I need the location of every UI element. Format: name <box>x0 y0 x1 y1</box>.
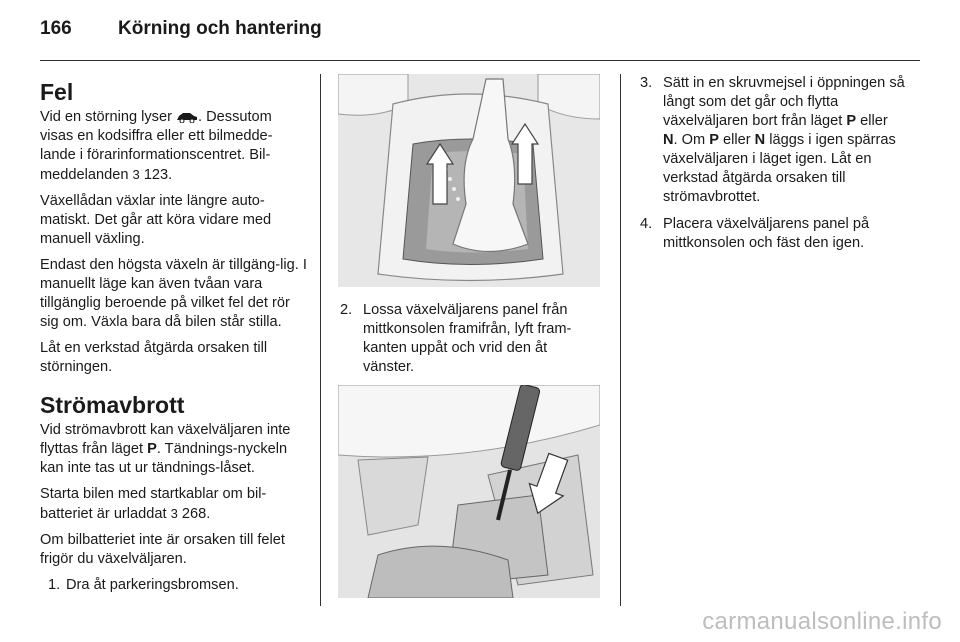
paragraph: Endast den högsta växeln är tillgäng-lig. I manuellt läge kan även tvåan vara tillgänglig beroende på vilket fel det rör sig om. Växla bara då bilen står stilla. <box>40 257 307 330</box>
reference-arrow-icon: 3 <box>170 506 178 521</box>
section-heading-stromavbrott: Strömavbrott <box>40 392 185 418</box>
text: . Tändnings-nyckeln kan inte tas ut ur tändnings-låset. <box>40 441 288 476</box>
step-list <box>338 301 600 377</box>
column-right <box>638 74 906 261</box>
step-text: Sätt in en skruvmejsel i öppningen så långt som det går och flytta växelväljaren bort från läget <box>663 75 905 129</box>
gear-label: N <box>663 132 674 148</box>
text: Vid strömavbrott kan växelväljaren inte flyttas från läget <box>40 422 291 457</box>
section-heading-fel: Fel <box>40 79 74 105</box>
paragraph <box>40 421 308 478</box>
step-number: 2. <box>340 302 353 318</box>
gear-label: P <box>147 441 157 457</box>
step-text: eller <box>718 132 755 148</box>
gear-label: P <box>709 132 719 148</box>
step-text: eller <box>856 113 888 129</box>
step-text: Dra åt parkeringsbromsen. <box>66 577 239 593</box>
page-number: 166 <box>40 18 72 39</box>
screwdriver-illustration <box>338 385 600 598</box>
column-divider <box>620 74 621 606</box>
paragraph: Låt en verkstad åtgärda orsaken till störningen. <box>40 340 268 375</box>
step-list <box>40 576 308 595</box>
paragraph <box>40 108 308 185</box>
column-divider <box>320 74 321 606</box>
column-left <box>40 74 308 603</box>
step-number: 3. <box>640 75 653 91</box>
page-title: Körning och hantering <box>118 18 322 39</box>
step-number: 1. <box>48 577 61 593</box>
step-number: 4. <box>640 216 653 232</box>
step-list <box>638 74 906 253</box>
text: Vid en störning lyser <box>40 109 177 125</box>
list-item <box>638 74 906 207</box>
gear-label: N <box>754 132 766 148</box>
step-text: läggs i igen spärras växelväljaren i läget igen. Låt en verkstad åtgärda orsaken till strömavbrottet. <box>663 132 896 205</box>
column-middle <box>338 74 600 598</box>
list-item <box>40 576 308 595</box>
step-text: . Om <box>673 132 710 148</box>
page-reference: 123. <box>143 167 173 183</box>
step-text: Lossa växelväljarens panel från mittkonsolen framifrån, lyft fram-kanten uppåt och vrid den åt vänster. <box>363 302 572 375</box>
list-item <box>638 215 906 253</box>
reference-arrow-icon: 3 <box>132 167 140 182</box>
page-header <box>40 18 322 40</box>
text: Starta bilen med startkablar om bil-batteriet är urladdat <box>40 486 267 522</box>
gear-label: P <box>846 113 857 129</box>
watermark: carmanualsonline.info <box>702 608 942 635</box>
page-reference: 268. <box>181 506 211 522</box>
paragraph <box>40 485 308 524</box>
gear-selector-illustration <box>338 74 600 287</box>
text: . Dessutom visas en kodsiffra eller ett bilmedde-lande i förarinformationscentret. Bil-meddelanden <box>40 109 273 183</box>
car-warning-icon <box>176 111 198 123</box>
header-rule <box>40 60 920 61</box>
step-text: Placera växelväljarens panel på mittkonsolen och fäst den igen. <box>663 216 870 251</box>
paragraph: Växellådan växlar inte längre auto-matiskt. Det går att köra vidare med manuell växling. <box>40 193 272 247</box>
paragraph: Om bilbatteriet inte är orsaken till felet frigör du växelväljaren. <box>40 532 285 567</box>
list-item <box>338 301 600 377</box>
